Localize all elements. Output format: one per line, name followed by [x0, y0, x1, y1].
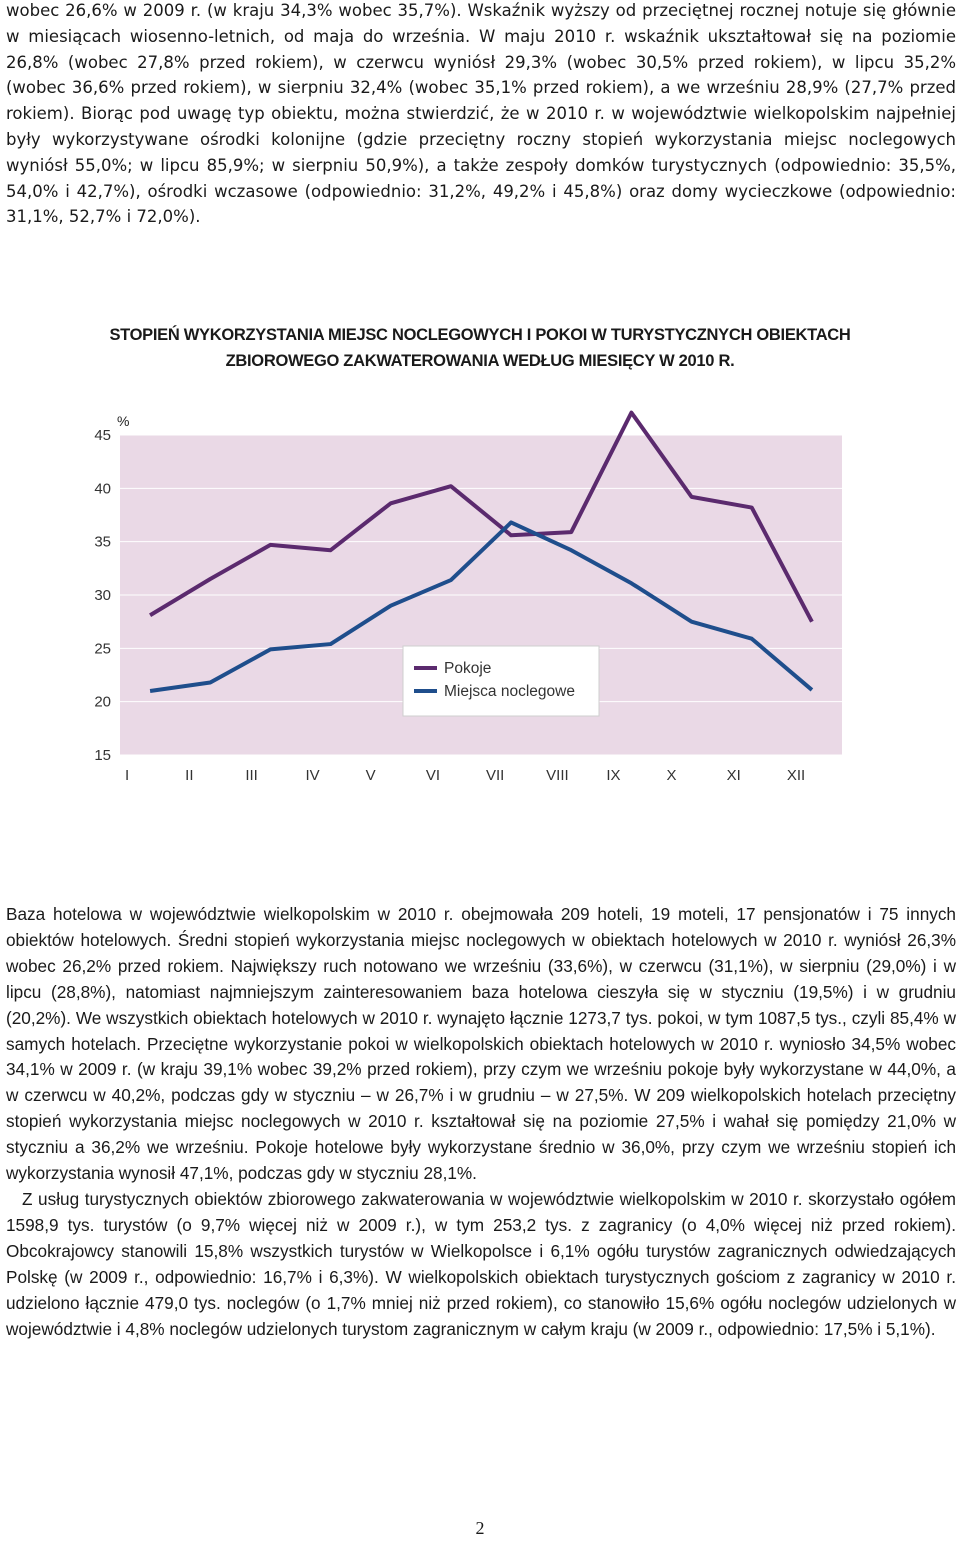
x-tick-label: X	[666, 767, 677, 784]
y-tick-label: 35	[94, 533, 111, 551]
paragraph-top: wobec 26,6% w 2009 r. (w kraju 34,3% wobec 35,7%). Wskaźnik wyższy od przeciętnej rocznej notuje się głównie w miesiącach wiosenno-letnich, od maja do września. W maju 2010 r. wskaźnik ukształtował się na poziomie 26,8% (wobec 27,8% przed rokiem), w czerwcu wyniósł 29,3% (wobec 30,5% przed rokiem), w lipcu 35,2% (wobec 36,6% przed rokiem), w sierpniu 32,4% (wobec 35,1% przed rokiem), a we wrześniu 28,9% (27,7% przed rokiem). Biorąc pod uwagę typ obiektu, można stwierdzić, że w 2010 r. w województwie wielkopolskim najpełniej były wykorzystywane ośrodki kolonijne (gdzie przeciętny roczny stopień wykorzystania miejsc noclegowych wyniósł 55,0%; w lipcu 85,9%; w sierpniu 50,9%), a także zespoły domków turystycznych (odpowiednio: 35,5%, 54,0% i 42,7%), ośrodki wczasowe (odpowiednio: 31,2%, 49,2% i 45,8%) oraz domy wycieczkowe (odpowiednio: 31,1%, 52,7% i 72,0%).	[6, 1, 956, 227]
x-tick-label: XI	[726, 767, 741, 784]
x-tick-label: VIII	[546, 767, 569, 784]
y-axis-unit: %	[117, 413, 130, 429]
chart-title-line2: ZBIOROWEGO ZAKWATEROWANIA WEDŁUG MIESIĘCY W 2010 R.	[225, 352, 735, 370]
x-tick-label: V	[365, 767, 376, 784]
page-number: 2	[475, 1518, 485, 1538]
x-tick-label: XII	[786, 767, 806, 784]
line-chart	[0, 400, 960, 800]
x-tick-label: I	[125, 767, 130, 784]
y-tick-label: 30	[94, 587, 111, 604]
x-tick-label: IX	[606, 767, 621, 784]
legend-label-pokoje: Pokoje	[444, 660, 492, 677]
y-tick-label: 40	[94, 480, 111, 498]
y-axis-ticks	[94, 427, 111, 764]
paragraph-bottom	[6, 902, 956, 1342]
x-tick-label: IV	[305, 767, 320, 784]
x-tick-label: VII	[486, 767, 505, 784]
x-tick-label: II	[185, 767, 194, 784]
x-tick-label: VI	[425, 767, 441, 784]
y-tick-label: 20	[94, 693, 111, 711]
legend	[403, 646, 599, 716]
legend-label-miejsca: Miejsca noclegowe	[444, 683, 575, 700]
x-tick-label: III	[245, 767, 258, 784]
legend-box	[403, 646, 599, 716]
chart-title-line1: STOPIEŃ WYKORZYSTANIA MIEJSC NOCLEGOWYCH I POKOI W TURYSTYCZNYCH OBIEKTACH	[109, 326, 851, 344]
y-tick-label: 15	[94, 747, 111, 764]
x-axis-ticks	[125, 767, 805, 784]
y-tick-label: 45	[94, 427, 111, 444]
y-tick-label: 25	[94, 640, 111, 658]
paragraph-bottom-2: Z usług turystycznych obiektów zbiorowego zakwaterowania w województwie wielkopolskim w 2010 r. skorzystało ogółem 1598,9 tys. turystów (o 9,7% więcej niż w 2009 r.), w tym 253,2 tys. z zagranicy (o 4,0% więcej niż przed rokiem). Obcokrajowcy stanowili 15,8% wszystkich turystów w Wielkopolsce i 6,1% ogółu turystów zagranicznych odwiedzających Polskę (w 2009 r., odpowiednio: 16,7% i 6,3%). W wielkopolskich obiektach turystycznych gościom z zagranicy w 2010 r. udzielono łącznie 479,0 tys. noclegów (o 1,7% mniej niż przed rokiem), co stanowiło 15,6% ogółu noclegów udzielonych w województwie i 4,8% noclegów udzielonych turystom zagranicznym w całym kraju (w 2009 r., odpowiednio: 17,5% i 5,1%).	[6, 1188, 956, 1339]
paragraph-bottom-1: Baza hotelowa w województwie wielkopolskim w 2010 r. obejmowała 209 hoteli, 19 moteli, 17 pensjonatów i 75 innych obiektów hotelowych. Średni stopień wykorzystania miejsc noclegowych w obiektach hotelowych w 2010 r. wyniósł 26,3% wobec 26,2% przed rokiem. Największy ruch notowano we wrześniu (33,6%), w czerwcu (31,1%), w sierpniu (29,0%) i w lipcu (28,8%), natomiast najmniejszym zainteresowaniem baza hotelowa cieszyła się w styczniu (19,5%) i w grudniu (20,2%). We wszystkich obiektach hotelowych w 2010 r. wynajęto łącznie 1273,7 tys. pokoi, w tym 1087,5 tys., czyli 85,4% w samych hotelach. Przeciętne wykorzystanie pokoi w wielkopolskich obiektach hotelowych w 2010 r. wyniosło 34,5% wobec 34,1% w 2009 r. (w kraju 39,1% wobec 39,2% przed rokiem), przy czym we wrześniu pokoje były wykorzystane w 44,0%, a w czerwcu w 40,2%, podczas gdy w styczniu – w 26,7% i w grudniu – w 27,5%. W 209 wielkopolskich hotelach przeciętny stopień wykorzystania miejsc noclegowych w 2010 r. kształtował się na poziomie 27,5% i wahał się pomiędzy 21,0% w styczniu a 36,2% we wrześniu. Pokoje hotelowe były wykorzystane średnio w 36,0%, przy czym we wrześniu stopień ich wykorzystania wynosił 47,1%, podczas gdy w styczniu 28,1%.	[6, 904, 956, 1184]
